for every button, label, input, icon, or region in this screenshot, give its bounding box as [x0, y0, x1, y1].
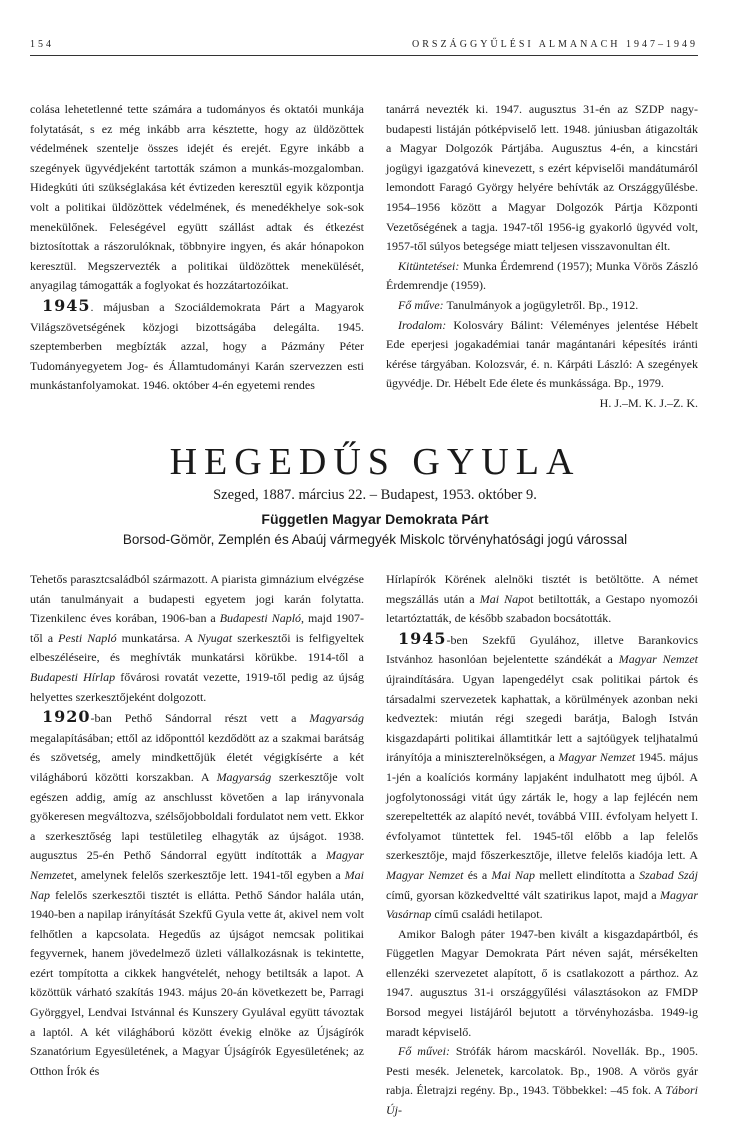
author-signature: H. J.–M. K. J.–Z. K.: [599, 395, 698, 410]
bottom-right-column: [386, 570, 698, 1121]
year-marker: 1945: [42, 295, 91, 315]
paragraph: Amikor Balogh páter 1947-ben kivált a kisgazdapártból, és Független Magyar Demokrata Párt néven saját, mérsékelten ellenzéki szervezetet alapított, ő is csatlakozott a párthoz. Az 1947. augusztus 31-i országgyűlési választásokon az FMDP Borsod megyei listájáról bejutott a törvényhozásba. 1949-ig maradt képviselő.: [386, 926, 698, 1039]
bottom-left-column: [30, 570, 364, 1081]
works-paragraph: Fő művei: Strófák három macskáról. Novellák. Bp., 1905. Pesti mesék. Jelenetek, karcolatok. Bp., 1908. A vörös gyár rabja. Életrajzi regény. Bp., 1943. Többekkel: –45 fok. A Tábori Új-: [386, 1044, 698, 1118]
top-left-column: [30, 100, 364, 396]
paragraph: colása lehetetlenné tette számára a tudományos és oktatói munkája folytatását, s ez még inkább arra késztette, hogy az üldözöttek védelmének szentelje összes idejét és erejét. Egyre inkább a szegények ügyvédjeként tartották számon a munkás-mozgalomban. Hidegkúti úti szükséglakása két évtizeden keresztül egyik központja volt a politikai üldözöttek védelmének, és menedékhelye sok-sok menekülőnek. Feleségével együtt szállást adtak és étkezést biztosítottak a rászorulóknak, többnyire ingyen, és akár hónapokon keresztül. Megszervezték a politikai üldözöttek menekülését, anyagilag támogatták a foglyokat és hozzátartozóikat.: [30, 102, 364, 293]
header-rule: [30, 55, 698, 56]
entry-party: Független Magyar Demokrata Párt: [261, 511, 489, 527]
year-marker: 1945: [398, 628, 447, 648]
entry-name: HEGEDŰS GYULA: [169, 441, 581, 483]
top-right-column: [386, 100, 698, 414]
paragraph: 1945. májusban a Szociáldemokrata Párt a Magyarok Világszövetségének közjogi bizottságába delegálta. 1945. szeptemberben megbízták azzal, hogy a Pázmány Péter Tudományegyetem Jog- és Államtudományi Karán szervezzen esti munkástanfolyamokat. 1946. október 4-én egyetemi rendes: [30, 295, 364, 393]
page-number: 154: [30, 39, 54, 50]
awards-paragraph: Kitüntetései: Munka Érdemrend (1957); Munka Vörös Zászló Érdemrendje (1959).: [386, 258, 698, 293]
works-paragraph: Fő műve: Tanulmányok a jogügyletről. Bp., 1912.: [398, 297, 639, 312]
paragraph: Hírlapírók Körének alelnöki tisztét is betöltötte. A német megszállás után a Mai Napot betiltották, a Gestapo nyomozói letartóztatták, de később szabadon bocsátották.: [386, 572, 698, 626]
paragraph: 1920-ban Pethő Sándorral részt vett a Magyarság megalapításában; ettől az időponttól kezdődött az a szakmai barátság és szövetség, amely mindkettőjük életét végigkísérte a két világháború közötti korszakban. A Magyarság szerkesztője volt egészen addig, amíg az anschlusst követően a lap irányvonala gyökeresen megváltozva, szélsőjobboldali fordulatot nem vett. Ekkor a szerkesztőség lapi testületileg elhagyták az újságot. 1938. augusztus 25-én Pethő Sándorral együtt indították a Magyar Nemzetet, amelynek felelős szerkesztője lett. 1941-től egyben a Mai Nap felelős szerkesztői tisztét is ellátta. Pethő Sándor halála után, 1940-ben a napilap irányítását Szekfű Gyula vette át, akivel nem volt felhőtlen a kapcsolata. Hegedűs az újságot nemcsak politikai fegyvernek, hanem jövedelmező üzleti vállalkozásnak is tekintette, ezért tompította a cikkek hangvételét, nehogy betiltsák a lapot. A közöttük várható szakítás 1943. május 20-án következett be, Parragi Györggyel, Lendvai Istvánnal és Kunszery Gyulával együtt távoztak a laptól. A két világháború között évekig elnöke az Újságírók Szanatórium Egyesületének, a Magyar Újságírók Egyesületének; az Otthon Írók és: [30, 707, 364, 1078]
entry-life-dates: Szeged, 1887. március 22. – Budapest, 1953. október 9.: [213, 487, 537, 503]
works-label: Fő művei:: [398, 1044, 450, 1059]
paragraph: tanárrá nevezték ki. 1947. augusztus 31-én az SZDP nagy-budapesti listáján pótképviselő lett. 1948. júniusban átigazolták a Magyar Dolgozók Pártjába. Augusztus 4-én, a kincstári jogügyi igazgatóvá kinevezett, s ezért képviselői mandátumáról lemondott Faragó György helyére behívták az Országgyűlésbe. 1954–1956 között a Magyar Dolgozók Pártja Központi Vezetőségének a tagja. 1947-től 1956-ig gyakorló ügyvéd volt, 1957-től súlyos betegsége miatt teljesen visszavonultan élt.: [386, 102, 698, 254]
year-marker: 1920: [42, 707, 91, 727]
running-title: ORSZÁGGYŰLÉSI ALMANACH 1947–1949: [411, 39, 698, 50]
entry-constituency: Borsod-Gömör, Zemplén és Abaúj vármegyék Miskolc törvényhatósági jogú várossal: [122, 532, 628, 547]
literature-label: Irodalom:: [398, 317, 447, 332]
paragraph: 1945-ben Szekfű Gyulához, illetve Barankovics Istvánhoz hasonlóan bejelentette szándékát a Magyar Nemzet újraindítására. Ugyan lapengedélyt csak politikai pártok és társadalmi szervezetek kaphattak, a körülmények azonban neki kedveztek: miután régi szegedi barátja, Balogh István kisgazdapárti politikai államtitkár lett a sajtóügyek teljhatalmú irányítója a miniszterelnökségen, a Magyar Nemzet 1945. május 1-jén a koalíciós kormány lapjaként indulhatott meg újból. A jogfolytonossági vitát úgy zárták le, hogy a lap fejlécén nem szerepeltették az alapító nevét, továbbá VIII. évfolyam helyett I. évfolyamot tüntettek fel. 1945-től előbb a lap felelős szerkesztője, majd főszerkesztője, illetve felelős kiadója lett. A Magyar Nemzet és a Mai Nap mellett elindította a Szabad Száj című, gyorsan közkedveltté vált szatirikus lapot, majd a Magyar Vasárnap című családi hetilapot.: [386, 628, 698, 922]
works-label: Fő műve:: [398, 297, 444, 312]
running-head: [30, 39, 698, 53]
literature-paragraph: Irodalom: Kolosváry Bálint: Véleményes jelentése Hébelt Ede eperjesi jogakadémiai tanár magántanári képesítés iránti kérése tárgyában. Kolozsvár, é. n. Kárpáti László: A szegények ügyvédje. Dr. Hébelt Ede élete és munkássága. Bp., 1979.: [386, 317, 698, 391]
paragraph: Tehetős parasztcsaládból származott. A piarista gimnázium elvégzése után tanulmányait a budapesti egyetem jogi karán folytatta. Tizenkilenc éves korában, 1906-ban a Budapesti Napló, majd 1907-től a Pesti Napló munkatársa. A Nyugat szerkesztői is felfigyeltek elbeszéléseire, és meghívták munkatársi körükbe. 1914-től a Budapesti Hírlap fővárosi rovatát vezette, 1919-től pedig az újság helyettes szerkesztőjeként dolgozott.: [30, 572, 365, 704]
awards-label: Kitüntetései:: [398, 258, 460, 273]
